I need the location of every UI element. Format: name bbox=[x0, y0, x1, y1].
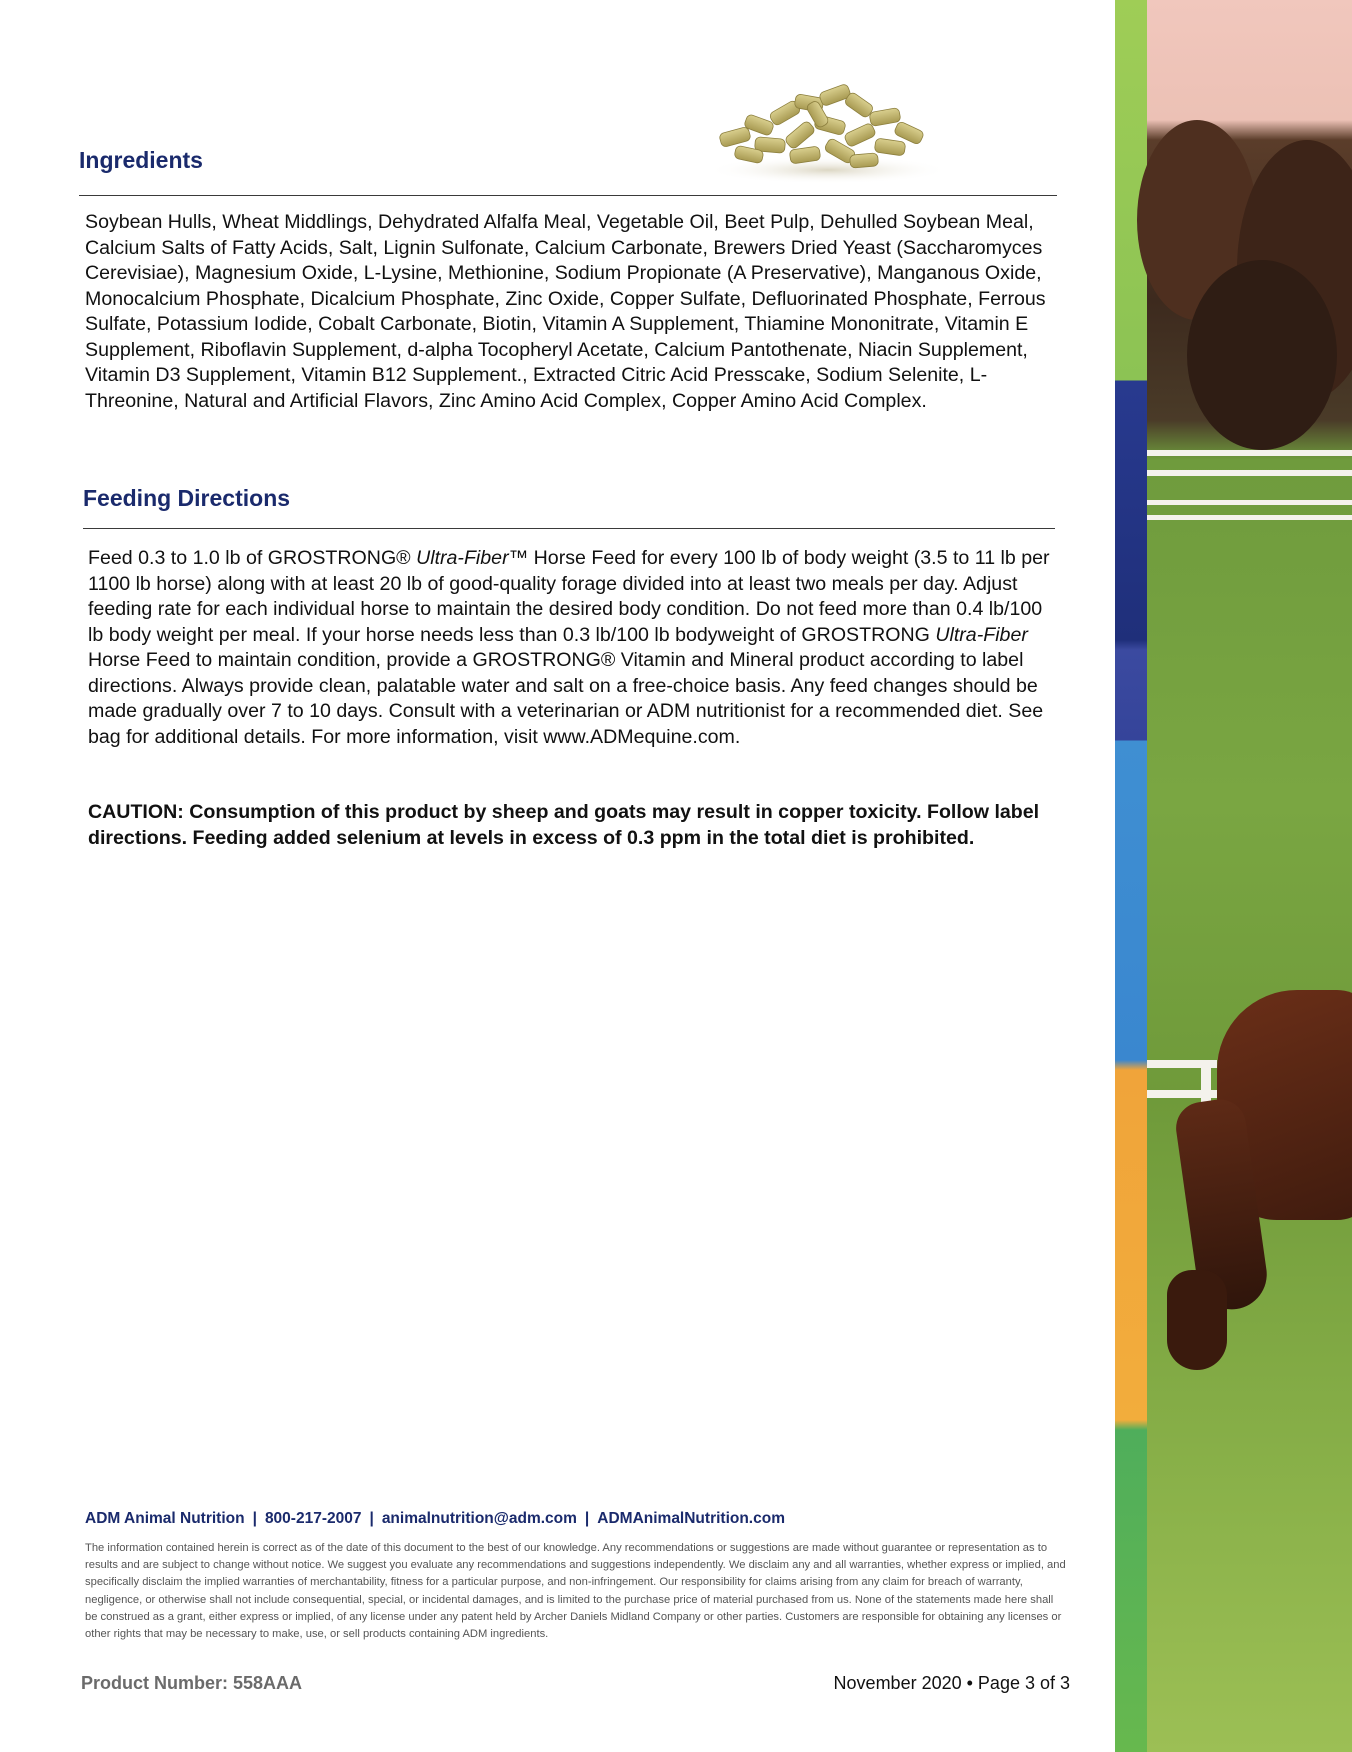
separator: | bbox=[369, 1510, 374, 1527]
tree-shape bbox=[1187, 260, 1337, 450]
grazing-horse-photo bbox=[1147, 0, 1352, 1752]
website-link[interactable]: ADMAnimalNutrition.com bbox=[597, 1510, 785, 1527]
feeding-text-part: Feed 0.3 to 1.0 lb of GROSTRONG® bbox=[88, 547, 417, 569]
phone-number[interactable]: 800-217-2007 bbox=[264, 1510, 362, 1527]
feeding-directions-text bbox=[88, 546, 1058, 750]
feeding-text-part: Horse Feed to maintain condition, provide a GROSTRONG® Vitamin and Mineral product according to label directions. Always provide clean, palatable water and salt on a free-choice basis. Any feed changes should be made gradually over 7 to 10 days. Consult with a veterinarian or ADM nutritionist for a recommended diet. See bag for additional details. For more information, visit www.ADMequine.com. bbox=[88, 649, 1044, 748]
caution-notice: CAUTION: Consumption of this product by sheep and goats may result in copper toxicity. Follow label directions. Feeding added selenium at levels in excess of 0.3 ppm in the total diet is prohibited. bbox=[88, 801, 1040, 849]
decorative-side-banner bbox=[1115, 0, 1352, 1752]
fence-rail bbox=[1147, 450, 1352, 456]
fence-rail bbox=[1147, 515, 1352, 520]
fence-rail bbox=[1147, 500, 1352, 505]
feeding-text-part: Horse Feed for every 100 lb of body weight (3.5 to 11 lb per 1100 lb horse) along with at least 20 lb of good-quality forage divided into at least two meals per day. Adjust feeding rate for each individual horse to maintain the desired body condition. Do not feed more than 0.4 lb/100 lb body weight per meal. If your horse needs less than 0.3 lb/100 lb bodyweight of GROSTRONG bbox=[88, 547, 1050, 646]
product-name-ultra-fiber: Ultra-Fiber bbox=[935, 623, 1028, 646]
product-number: Product Number: 558AAA bbox=[81, 1673, 303, 1693]
legal-disclaimer: The information contained herein is correct as of the date of this document to the best of our knowledge. Any recommendations or suggestions are made without guarantee or representation as to results and are subject to change without notice. We suggest you evaluate any recommendations and suggestions independently. We disclaim any and all warranties, whether express or implied, and specifically disclaim the implied warranties of merchantability, fitness for a particular purpose, and non-infringement. Our responsibility for claims arising from any claim for breach of warranty, negligence, or otherwise shall not include consequential, special, or incidental damages, and is limited to the purchase price of material purchased from us. None of the statements made here shall be construed as a grant, either express or implied, of any license under any patent held by Archer Daniels Midland Company or other parties. Customers are responsible for obtaining any licenses or other rights that may be necessary to make, use, or sell products containing ADM ingredients. bbox=[85, 1542, 1066, 1641]
feeding-directions-heading: Feeding Directions bbox=[83, 485, 291, 511]
separator: | bbox=[584, 1510, 590, 1527]
date-and-page-number: November 2020 • Page 3 of 3 bbox=[833, 1673, 1070, 1693]
ingredients-text: Soybean Hulls, Wheat Middlings, Dehydrated Alfalfa Meal, Vegetable Oil, Beet Pulp, Dehulled Soybean Meal, Calcium Salts of Fatty Acids, Salt, Lignin Sulfonate, Calcium Carbonate, Brewers Dried Yeast (Saccharomyces Cerevisiae), Magnesium Oxide, L-Lysine, Methionine, Sodium Propionate (A Preservative), Manganous Oxide, Monocalcium Phosphate, Dicalcium Phosphate, Zinc Oxide, Copper Sulfate, Defluorinated Phosphate, Ferrous Sulfate, Potassium Iodide, Cobalt Carbonate, Biotin, Vitamin A Supplement, Thiamine Mononitrate, Vitamin E Supplement, Riboflavin Supplement, d-alpha Tocopheryl Acetate, Calcium Pantothenate, Niacin Supplement, Vitamin D3 Supplement, Vitamin B12 Supplement., Extracted Citric Acid Presscake, Sodium Selenite, L-Threonine, Natural and Artificial Flavors, Zinc Amino Acid Complex, Copper Amino Acid Complex. bbox=[85, 211, 1046, 412]
company-name: ADM Animal Nutrition bbox=[85, 1510, 245, 1527]
fence-rail bbox=[1147, 470, 1352, 476]
feed-pellets-image bbox=[700, 78, 956, 184]
product-name-ultra-fiber-tm: Ultra-Fiber™ bbox=[416, 547, 529, 569]
ingredients-heading: Ingredients bbox=[79, 147, 203, 173]
ingredients-divider bbox=[79, 195, 1057, 196]
contact-line bbox=[85, 1510, 785, 1528]
feeding-directions-divider bbox=[83, 528, 1055, 529]
email-link[interactable]: animalnutrition@adm.com bbox=[381, 1510, 577, 1527]
horse-head bbox=[1167, 1270, 1227, 1370]
separator: | bbox=[252, 1510, 257, 1527]
